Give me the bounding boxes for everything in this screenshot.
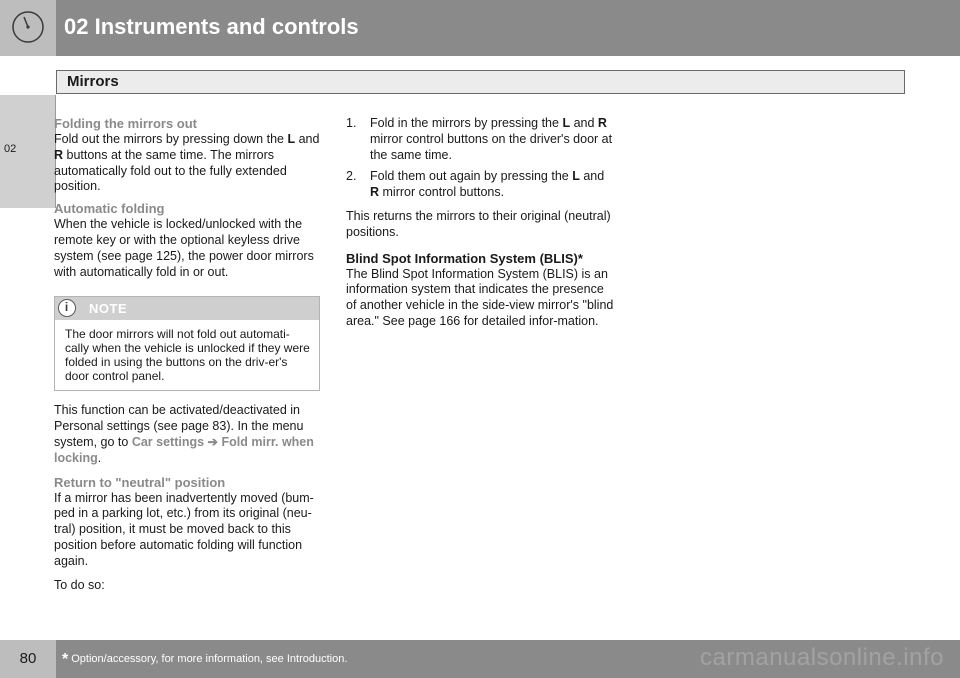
steps-list [346,116,616,201]
heading-return-neutral: Return to "neutral" position [54,474,226,490]
page-number-box [0,640,56,678]
left-column [54,116,320,593]
section-title: Mirrors [67,73,119,90]
chapter-icon-box [0,0,56,56]
section-bar [56,70,905,94]
chapter-header [0,0,960,56]
note-body: The door mirrors will not fold out automati-cally when the vehicle is unlocked if they were folded in using the buttons on the driv-er's door control panel. [65,327,310,384]
paragraph-return-neutral: If a mirror has been inadvertently moved (bum-ped in a parking lot, etc.) from its original (neu-tral) position, it must be moved back to this position before automatic folding will function again. [54,490,314,568]
info-icon: i [58,299,76,317]
paragraph-blis: The Blind Spot Information System (BLIS) is an information system that indicates the presence of another vehicle in the side-view mirror's "blind area." See page 166 for detailed infor-mation. [346,266,614,328]
paragraph-returns-neutral: This returns the mirrors to their original (neutral) positions. [346,208,611,239]
note-header [55,297,319,320]
chapter-side-tab [0,95,56,208]
paragraph-personal-settings: This function can be activated/deactivated in Personal settings (see page 83). In the menu system, go to Car settings ➔ Fold mirr. when locking. [54,403,314,465]
gauge-icon [10,9,46,45]
footnote: * Option/accessory, for more information, see Introduction. [62,651,348,668]
heading-folding-out: Folding the mirrors out [54,116,197,131]
step-item: 2. Fold them out again by pressing the L and R mirror control buttons. [346,169,605,200]
menu-path-car-settings: Car settings [131,434,205,449]
paragraph-to-do-so: To do so: [54,577,105,592]
page-number: 80 [19,650,37,667]
heading-automatic-folding: Automatic folding [54,201,165,217]
paragraph-folding-out: Fold out the mirrors by pressing down the L and R buttons at the same time. The mirrors automatically fold out to the fully extended position. [54,132,320,194]
watermark: carmanualsonline.info [700,644,944,671]
paragraph-automatic-folding: When the vehicle is locked/unlocked with the remote key or with the optional keyless drive system (see page 125), the power door mirrors with automatically fold in or out. [54,217,314,279]
right-column [346,116,616,330]
menu-path-fold-mirr: Fold mirr. when locking [54,434,314,465]
note-box [54,296,320,391]
note-title: NOTE [89,301,128,317]
chapter-title: 02 Instruments and controls [64,14,359,39]
asterisk-icon: * [62,651,69,668]
step-item: 1. Fold in the mirrors by pressing the L and R mirror control buttons on the driver's door at the same time. [346,116,613,162]
arrow-right-icon: ➔ [207,434,219,449]
heading-blis: Blind Spot Information System (BLIS)* [346,250,583,266]
page-footer [0,640,960,678]
chapter-number: 02 [4,143,17,155]
